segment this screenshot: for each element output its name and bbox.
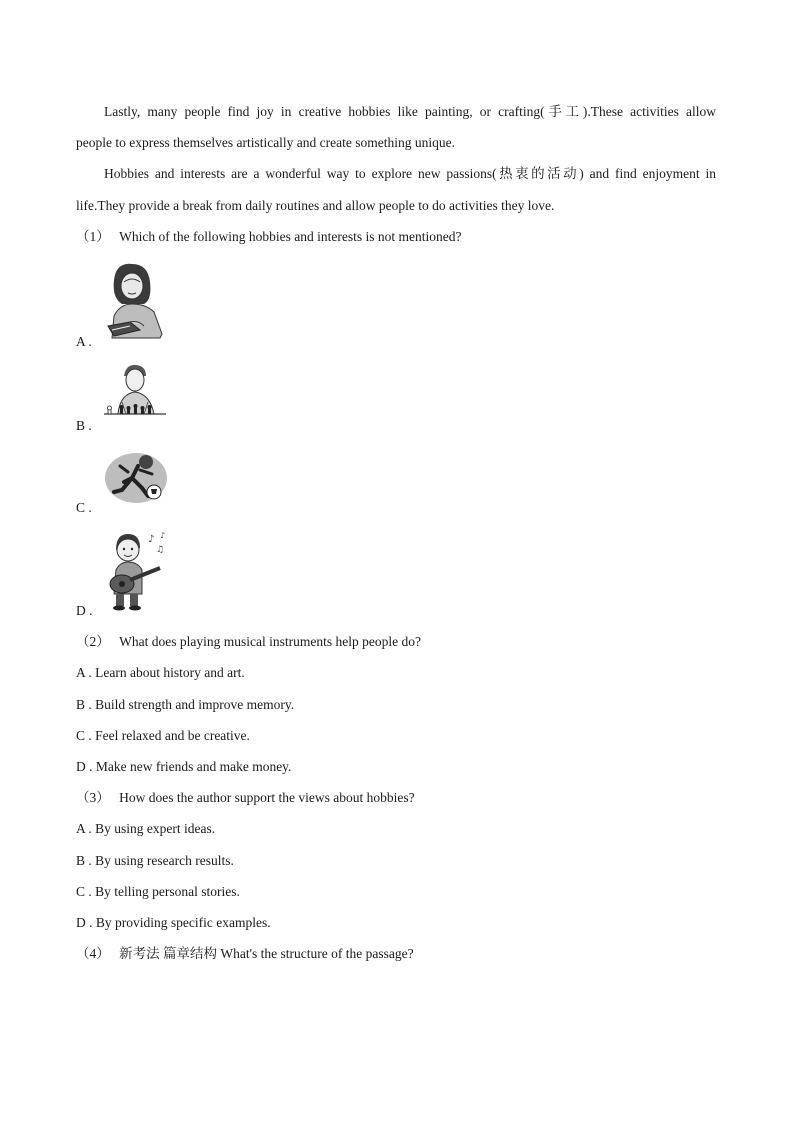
boy-playing-guitar-icon[interactable] [102, 528, 170, 612]
question-4 [76, 945, 414, 963]
man-playing-chess-icon[interactable] [100, 362, 168, 428]
passage-paragraph-1-line-2: people to express themselves artistically and create something unique. [76, 135, 456, 150]
question-1-option-a-label[interactable]: A . [76, 334, 92, 349]
question-2-option-a[interactable]: A . Learn about history and art. [76, 665, 245, 680]
question-2-text: What does playing musical instruments help people do? [119, 634, 421, 649]
question-1 [76, 228, 461, 246]
question-1-number: （1） [76, 229, 110, 244]
question-4-number: （4） [76, 946, 110, 961]
question-2-option-d[interactable]: D . Make new friends and make money. [76, 759, 292, 774]
svg-text:♪: ♪ [148, 534, 155, 545]
svg-text:♫: ♫ [156, 545, 165, 555]
child-playing-football-icon[interactable] [102, 448, 168, 510]
question-1-option-d-label[interactable]: D . [76, 603, 93, 618]
svg-text:♪: ♪ [160, 531, 166, 540]
question-3 [76, 789, 415, 807]
question-1-option-c-label[interactable]: C . [76, 500, 92, 515]
question-2-option-b[interactable]: B . Build strength and improve memory. [76, 697, 295, 712]
question-3-option-c[interactable]: C . By telling personal stories. [76, 884, 240, 899]
question-4-text: 新考法 篇章结构 What's the structure of the passage? [119, 946, 414, 961]
passage-paragraph-1-line-1: Lastly, many people find joy in creative hobbies like painting, or crafting(手工).These activities allow [104, 104, 716, 119]
question-2 [76, 633, 421, 651]
question-3-option-a[interactable]: A . By using expert ideas. [76, 821, 216, 836]
passage-paragraph-2-line-2: life.They provide a break from daily routines and allow people to do activities they love. [76, 198, 555, 213]
question-3-text: How does the author support the views about hobbies? [119, 790, 415, 805]
passage-paragraph-2-line-1: Hobbies and interests are a wonderful way to explore new passions(热衷的活动) and find enjoyment in [104, 166, 716, 181]
question-3-number: （3） [76, 790, 110, 805]
question-2-number: （2） [76, 634, 110, 649]
woman-reading-book-icon[interactable] [100, 260, 164, 340]
question-2-option-c[interactable]: C . Feel relaxed and be creative. [76, 728, 250, 743]
question-1-text: Which of the following hobbies and interests is not mentioned? [119, 229, 462, 244]
question-3-option-d[interactable]: D . By providing specific examples. [76, 915, 271, 930]
question-3-option-b[interactable]: B . By using research results. [76, 853, 234, 868]
question-1-option-b-label[interactable]: B . [76, 418, 92, 433]
